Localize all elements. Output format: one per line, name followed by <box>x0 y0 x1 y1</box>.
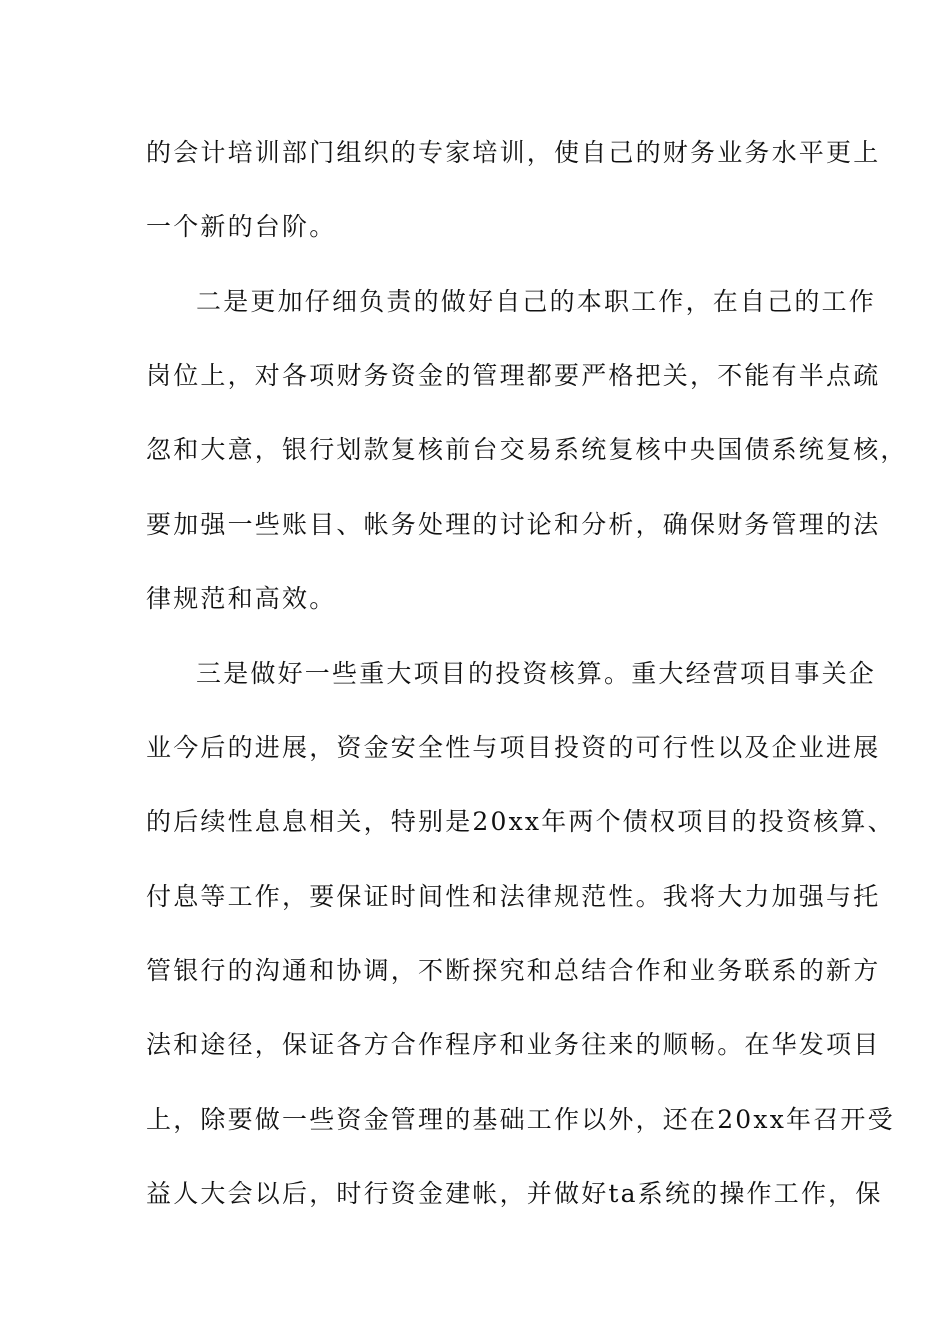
text-line: 岗位上，对各项财务资金的管理都要严格把关，不能有半点疏 <box>146 361 881 390</box>
text-line: 业今后的进展，资金安全性与项目投资的可行性以及企业进展 <box>146 733 881 762</box>
text-line: 要加强一些账目、帐务处理的讨论和分析，确保财务管理的法 <box>146 510 881 539</box>
text-line: 的会计培训部门组织的专家培训，使自己的财务业务水平更上 <box>146 138 881 167</box>
text-line: 法和途径，保证各方合作程序和业务往来的顺畅。在华发项目 <box>146 1030 881 1059</box>
text-line: 益人大会以后，时行资金建帐，并做好ta系统的操作工作，保 <box>146 1179 883 1208</box>
text-line: 上，除要做一些资金管理的基础工作以外，还在20xx年召开受 <box>146 1105 895 1134</box>
paragraph-start-line: 二是更加仔细负责的做好自己的本职工作，在自己的工作 <box>196 287 877 316</box>
text-line: 的后续性息息相关，特别是20xx年两个债权项目的投资核算、 <box>146 807 895 836</box>
text-line: 管银行的沟通和协调，不断探究和总结合作和业务联系的新方 <box>146 956 881 985</box>
text-line: 付息等工作，要保证时间性和法律规范性。我将大力加强与托 <box>146 882 881 911</box>
text-line: 律规范和高效。 <box>146 584 337 613</box>
text-line: 忽和大意，银行划款复核前台交易系统复核中央国债系统复核， <box>146 435 908 464</box>
text-line: 一个新的台阶。 <box>146 212 337 241</box>
paragraph-start-line: 三是做好一些重大项目的投资核算。重大经营项目事关企 <box>196 659 877 688</box>
